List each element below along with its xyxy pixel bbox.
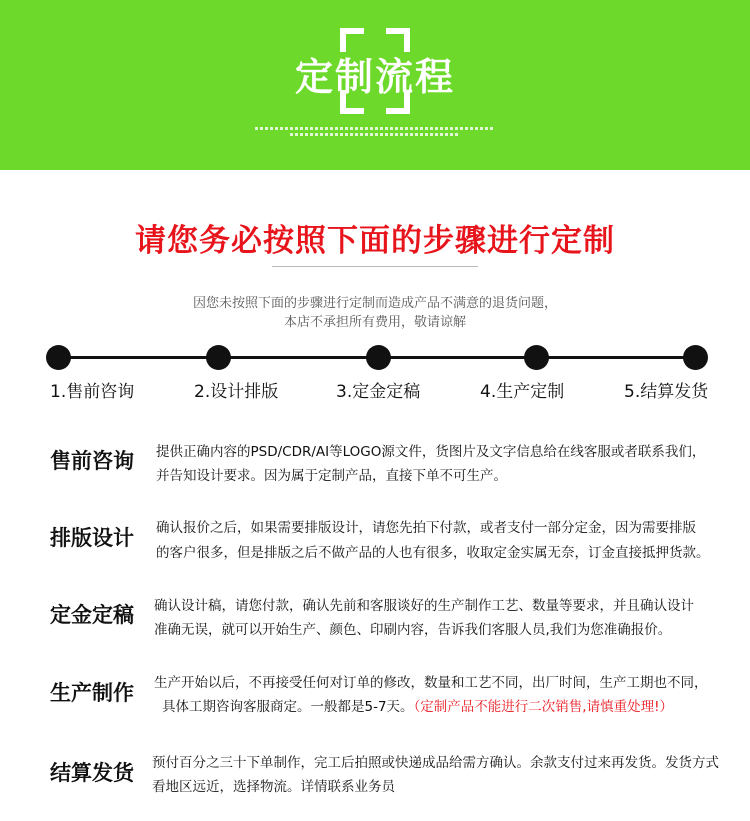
- section-text: 确认设计稿，请您付款，确认先前和客服谈好的生产制作工艺、数量等要求，并且确认设计: [154, 598, 694, 614]
- step-label: 2.设计排版: [194, 382, 279, 402]
- section-text: 预付百分之三十下单制作，完工后拍照或快递成品给需方确认。余款支付过来再发货。发货方式: [152, 755, 719, 771]
- section-text: 生产开始以后，不再接受任何对订单的修改，数量和工艺不同，出厂时间，生产工期也不同，: [154, 675, 708, 691]
- timeline-dot: [206, 345, 231, 370]
- warning-text: （定制产品不能进行二次销售,请慎重处理!）: [413, 699, 674, 715]
- timeline-dot: [524, 345, 549, 370]
- section-title: 排版设计: [50, 526, 134, 550]
- banner-title: 定制流程: [294, 55, 455, 99]
- step-label: 4.生产定制: [480, 382, 565, 402]
- section-text: 确认报价之后，如果需要排版设计，请您先拍下付款，或者支付一部分定金，因为需要排版: [156, 520, 696, 536]
- section-text: 准确无误，就可以开始生产、颜色、印刷内容，告诉我们客服人员,我们为您准确报价。: [154, 622, 672, 638]
- section-title: 售前咨询: [50, 449, 134, 473]
- step-label: 3.定金定稿: [336, 382, 421, 402]
- notice-line-1: 因您未按照下面的步骤进行定制而造成产品不满意的退货问题，: [192, 296, 557, 311]
- banner-decoration: [255, 127, 495, 130]
- section-title: 定金定稿: [50, 603, 134, 627]
- step-label: 1.售前咨询: [50, 382, 135, 402]
- headline: 请您务必按照下面的步骤进行定制: [135, 223, 615, 259]
- section-text: 的客户很多，但是排版之后不做产品的人也有很多，收取定金实属无奈，订金直接抵押货款。: [156, 545, 710, 561]
- header-banner: [0, 0, 750, 170]
- section-text-part: 具体工期咨询客服商定。一般都是5-7天。: [162, 699, 414, 715]
- banner-decoration: [290, 133, 460, 136]
- timeline-dot: [683, 345, 708, 370]
- section-title: 结算发货: [50, 761, 134, 785]
- section-text: 看地区远近，选择物流。详情联系业务员: [152, 779, 395, 795]
- divider: [272, 266, 478, 267]
- timeline-dot: [46, 345, 71, 370]
- section-text: 并告知设计要求。因为属于定制产品，直接下单不可生产。: [156, 468, 507, 484]
- section-title: 生产制作: [50, 681, 134, 705]
- notice-line-2: 本店不承担所有费用，敬请谅解: [283, 315, 466, 330]
- step-label: 5.结算发货: [624, 382, 709, 402]
- section-text: [162, 695, 673, 715]
- section-text: 提供正确内容的PSD/CDR/AI等LOGO源文件，货图片及文字信息给在线客服或者联系我们，: [156, 444, 706, 460]
- timeline-dot: [366, 345, 391, 370]
